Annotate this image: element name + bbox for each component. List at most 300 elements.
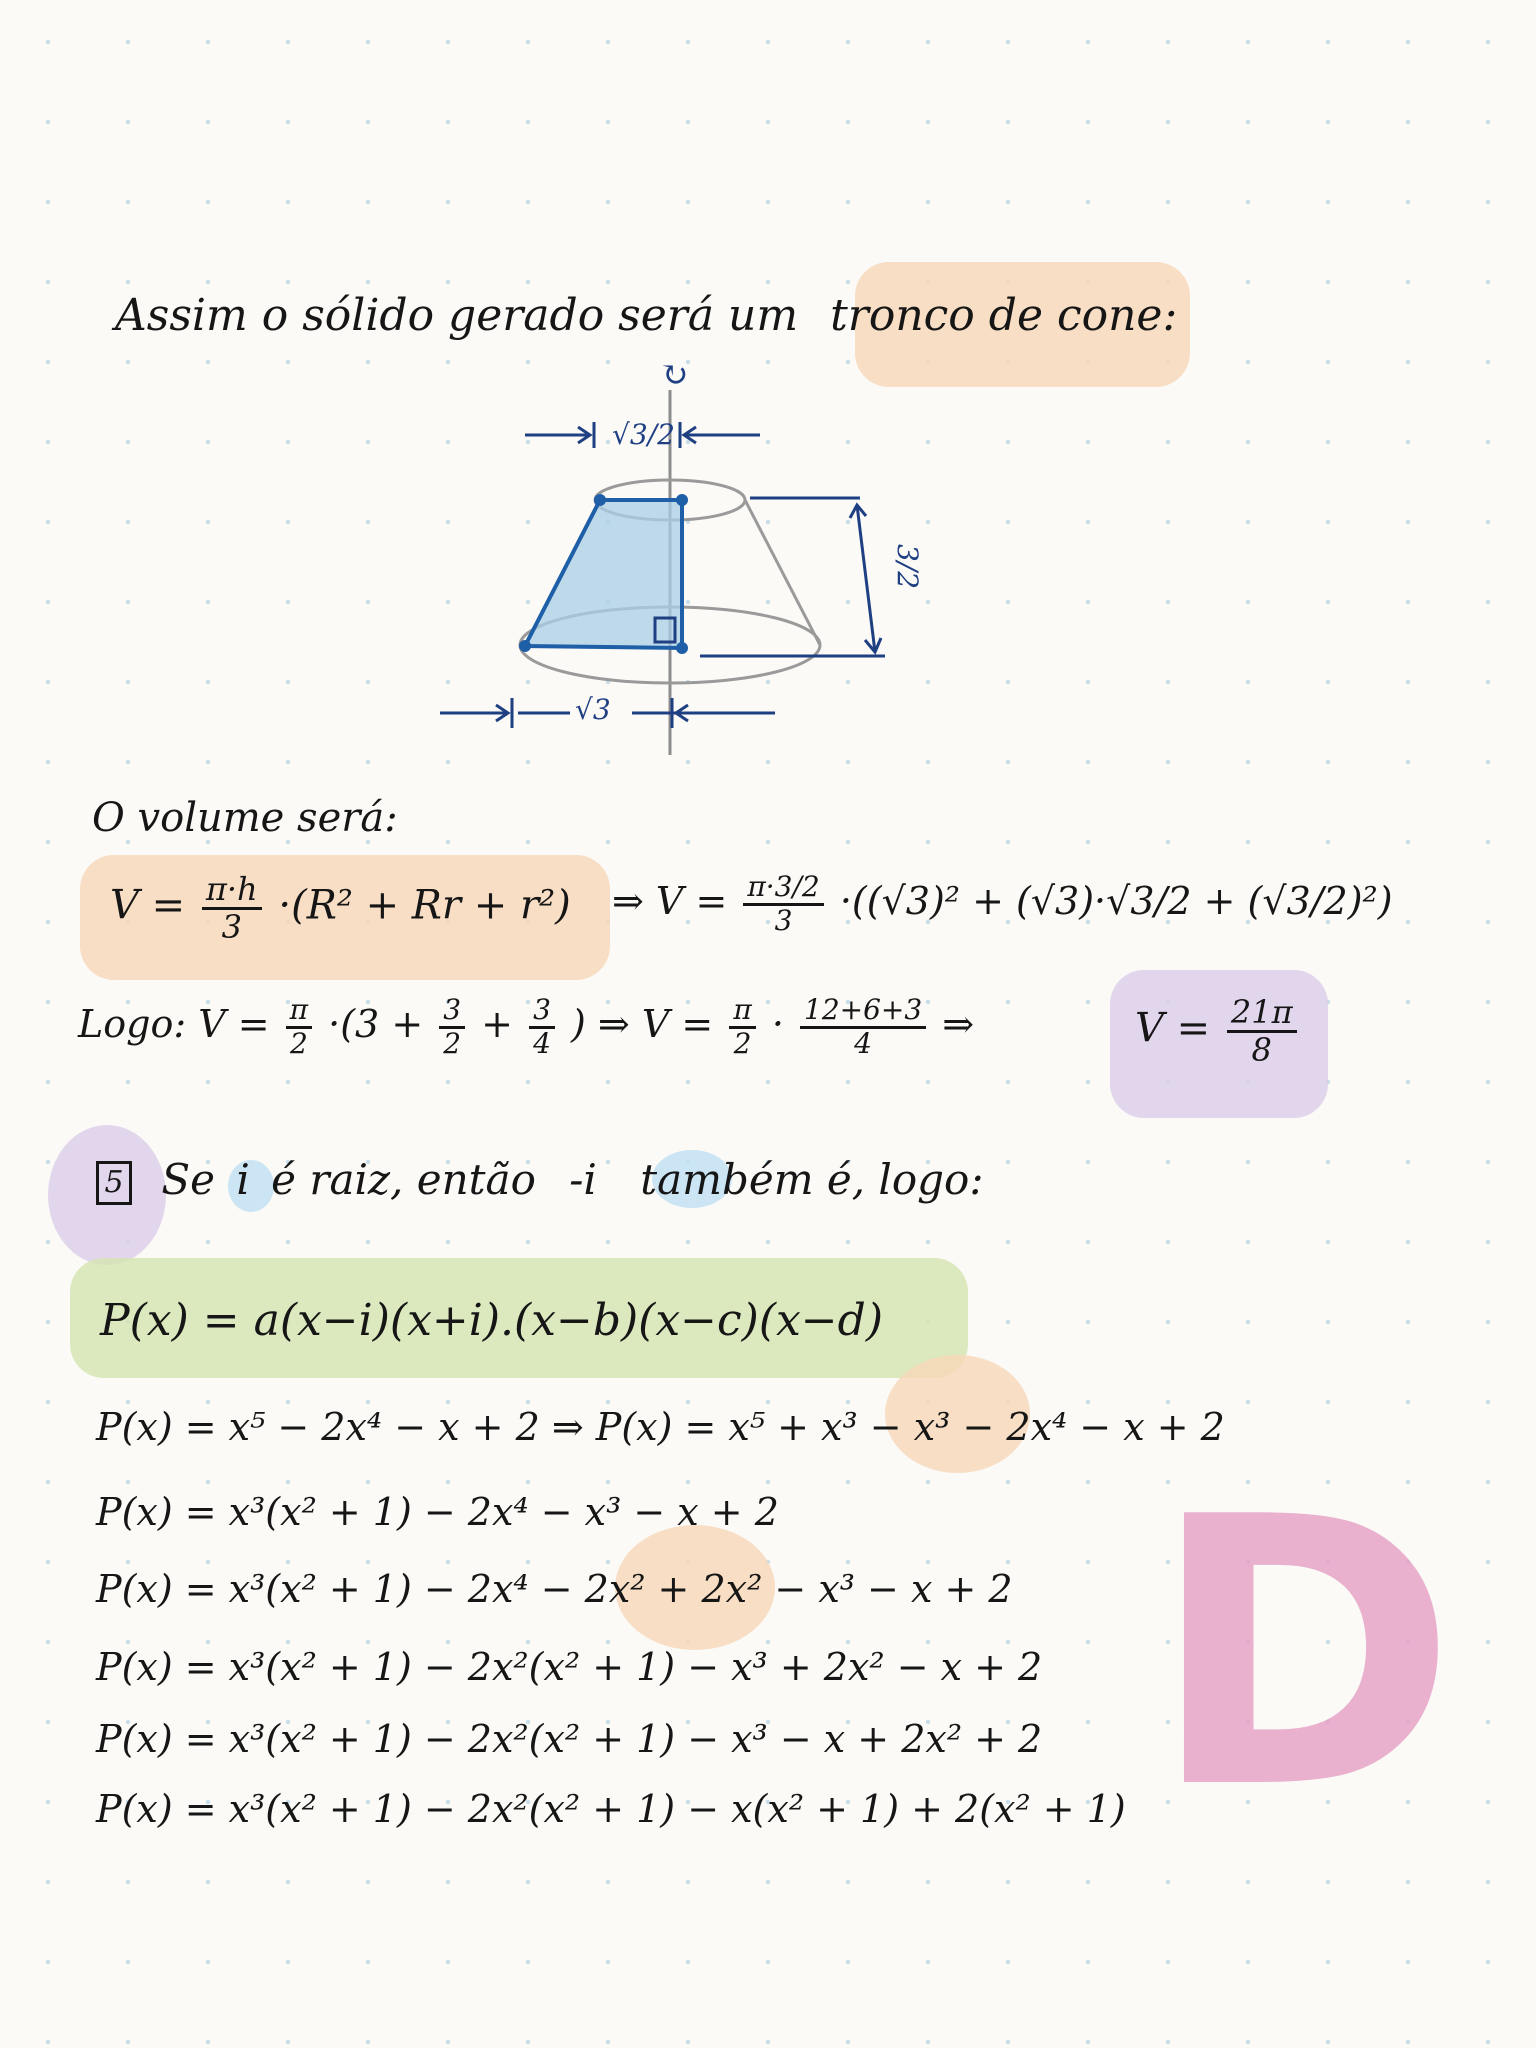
grid-dot	[1246, 1400, 1250, 1404]
grid-dot	[686, 840, 690, 844]
grid-dot	[766, 2040, 770, 2044]
grid-dot	[206, 1880, 210, 1884]
grid-dot	[766, 1080, 770, 1084]
grid-dot	[46, 2040, 50, 2044]
grid-dot	[286, 1400, 290, 1404]
q5-text-3: também é, logo:	[640, 1155, 984, 1204]
grid-dot	[206, 1240, 210, 1244]
formula-rest: ·(R² + Rr + r²)	[278, 882, 571, 929]
logo-close: ) ⇒ V =	[571, 1001, 714, 1046]
grid-dot	[46, 1080, 50, 1084]
grid-dot	[446, 1880, 450, 1884]
grid-dot	[606, 1640, 610, 1644]
grid-dot	[1406, 440, 1410, 444]
grid-dot	[606, 760, 610, 764]
grid-dot	[766, 1640, 770, 1644]
grid-dot	[286, 520, 290, 524]
vertex-bottom-right	[676, 642, 688, 654]
grid-dot	[206, 1960, 210, 1964]
grid-dot	[686, 1480, 690, 1484]
grid-dot	[686, 1960, 690, 1964]
grid-dot	[1486, 1480, 1490, 1484]
grid-dot	[446, 1640, 450, 1644]
grid-dot	[526, 760, 530, 764]
grid-dot	[366, 520, 370, 524]
question-number-box: 5	[96, 1161, 132, 1205]
grid-dot	[126, 280, 130, 284]
grid-dot	[446, 760, 450, 764]
grid-dot	[1246, 360, 1250, 364]
grid-dot	[126, 1880, 130, 1884]
grid-dot	[1406, 40, 1410, 44]
grid-dot	[526, 1960, 530, 1964]
grid-dot	[46, 1640, 50, 1644]
grid-dot	[1246, 40, 1250, 44]
grid-dot	[526, 840, 530, 844]
grid-dot	[846, 1560, 850, 1564]
grid-dot	[1406, 1320, 1410, 1324]
result	[1135, 995, 1301, 1068]
grid-dot	[1486, 1720, 1490, 1724]
grid-dot	[206, 1480, 210, 1484]
grid-dot	[526, 1880, 530, 1884]
grid-dot	[926, 760, 930, 764]
grid-dot	[366, 1640, 370, 1644]
formula-general	[110, 872, 571, 945]
logo-frac-1-num: π	[286, 995, 312, 1029]
logo-frac-5-num: 12+6+3	[800, 995, 926, 1029]
grid-dot	[1326, 1320, 1330, 1324]
grid-dot	[46, 120, 50, 124]
grid-dot	[1166, 120, 1170, 124]
grid-dot	[1166, 760, 1170, 764]
vertex-top-left	[594, 494, 606, 506]
shaded-trapezoid	[525, 500, 682, 648]
grid-dot	[206, 520, 210, 524]
grid-dot	[1326, 680, 1330, 684]
grid-dot	[1086, 1240, 1090, 1244]
grid-dot	[1006, 1240, 1010, 1244]
grid-dot	[1406, 760, 1410, 764]
result-num: 21π	[1227, 995, 1297, 1033]
grid-dot	[1486, 200, 1490, 204]
grid-dot	[286, 360, 290, 364]
grid-dot	[366, 120, 370, 124]
poly-line-4: P(x) = x³(x² + 1) − 2x²(x² + 1) − x³ + 2x² − x + 2	[96, 1645, 1043, 1689]
grid-dot	[846, 1240, 850, 1244]
grid-dot	[686, 1240, 690, 1244]
grid-dot	[606, 2040, 610, 2044]
grid-dot	[126, 680, 130, 684]
grid-dot	[126, 520, 130, 524]
grid-dot	[846, 1640, 850, 1644]
grid-dot	[286, 1640, 290, 1644]
grid-dot	[846, 1960, 850, 1964]
top-radius-label: √3/2	[612, 418, 675, 451]
grid-dot	[1406, 2040, 1410, 2044]
grid-dot	[1086, 1400, 1090, 1404]
grid-dot	[366, 1400, 370, 1404]
grid-dot	[126, 1640, 130, 1644]
grid-dot	[1086, 840, 1090, 844]
grid-dot	[286, 600, 290, 604]
grid-dot	[1326, 1160, 1330, 1164]
logo-part1: ·(3 +	[328, 1001, 424, 1046]
poly-line-1: P(x) = x⁵ − 2x⁴ − x + 2 ⇒ P(x) = x⁵ + x³ − x³ − 2x⁴ − x + 2	[96, 1405, 1225, 1449]
grid-dot	[526, 280, 530, 284]
answer-letter: D	[1150, 1440, 1458, 1870]
grid-dot	[1166, 1240, 1170, 1244]
grid-dot	[206, 1080, 210, 1084]
grid-dot	[926, 1960, 930, 1964]
grid-dot	[206, 40, 210, 44]
grid-dot	[526, 1240, 530, 1244]
formula-num: π·h	[202, 872, 262, 910]
sub-lead: ⇒ V =	[612, 878, 728, 923]
grid-dot	[606, 1080, 610, 1084]
grid-dot	[446, 40, 450, 44]
grid-dot	[1326, 1400, 1330, 1404]
intro-line	[115, 290, 1177, 341]
grid-dot	[1086, 1560, 1090, 1564]
grid-dot	[1086, 600, 1090, 604]
grid-dot	[46, 1320, 50, 1324]
grid-dot	[1326, 1960, 1330, 1964]
grid-dot	[926, 2040, 930, 2044]
grid-dot	[926, 1640, 930, 1644]
grid-dot	[1166, 600, 1170, 604]
grid-dot	[846, 1400, 850, 1404]
grid-dot	[446, 280, 450, 284]
grid-dot	[606, 120, 610, 124]
grid-dot	[1326, 600, 1330, 604]
grid-dot	[1326, 840, 1330, 844]
grid-dot	[686, 40, 690, 44]
grid-dot	[1006, 1080, 1010, 1084]
grid-dot	[446, 1560, 450, 1564]
grid-dot	[846, 280, 850, 284]
grid-dot	[1166, 1320, 1170, 1324]
grid-dot	[1246, 440, 1250, 444]
grid-dot	[46, 1400, 50, 1404]
grid-dot	[1406, 1080, 1410, 1084]
grid-dot	[1166, 1960, 1170, 1964]
grid-dot	[286, 120, 290, 124]
grid-dot	[366, 760, 370, 764]
grid-dot	[926, 120, 930, 124]
grid-dot	[366, 1560, 370, 1564]
grid-dot	[1326, 1880, 1330, 1884]
grid-dot	[206, 440, 210, 444]
grid-dot	[606, 1960, 610, 1964]
poly-line-5: P(x) = x³(x² + 1) − 2x²(x² + 1) − x³ − x + 2x² + 2	[96, 1717, 1043, 1761]
grid-dot	[1406, 600, 1410, 604]
grid-dot	[206, 760, 210, 764]
grid-dot	[766, 200, 770, 204]
grid-dot	[926, 1480, 930, 1484]
grid-dot	[1006, 2040, 1010, 2044]
grid-dot	[526, 1640, 530, 1644]
sub-fraction	[743, 872, 823, 937]
grid-dot	[1246, 680, 1250, 684]
sub-rest: ·((√3)² + (√3)·√3/2 + (√3/2)²)	[839, 878, 1393, 923]
grid-dot	[286, 1960, 290, 1964]
grid-dot	[1086, 520, 1090, 524]
grid-dot	[286, 40, 290, 44]
grid-dot	[446, 1240, 450, 1244]
grid-dot	[286, 1880, 290, 1884]
grid-dot	[46, 600, 50, 604]
poly-factored: P(x) = a(x−i)(x+i).(x−b)(x−c)(x−d)	[100, 1295, 883, 1346]
frustum-right-side	[745, 500, 820, 645]
logo-frac-4	[729, 995, 755, 1060]
grid-dot	[1486, 1160, 1490, 1164]
grid-dot	[846, 40, 850, 44]
grid-dot	[526, 1080, 530, 1084]
grid-dot	[46, 520, 50, 524]
grid-dot	[1406, 840, 1410, 844]
grid-dot	[366, 40, 370, 44]
grid-dot	[1326, 2040, 1330, 2044]
grid-dot	[286, 1480, 290, 1484]
grid-dot	[286, 440, 290, 444]
grid-dot	[1006, 760, 1010, 764]
grid-dot	[1486, 280, 1490, 284]
grid-dot	[1486, 680, 1490, 684]
grid-dot	[46, 1720, 50, 1724]
grid-dot	[1086, 1000, 1090, 1004]
question-5-line	[96, 1155, 983, 1205]
grid-dot	[1406, 920, 1410, 924]
grid-dot	[286, 200, 290, 204]
grid-dot	[1006, 1560, 1010, 1564]
grid-dot	[1166, 2040, 1170, 2044]
grid-dot	[1406, 520, 1410, 524]
grid-dot	[126, 360, 130, 364]
grid-dot	[686, 1880, 690, 1884]
grid-dot	[1246, 520, 1250, 524]
grid-dot	[1246, 1320, 1250, 1324]
grid-dot	[1166, 520, 1170, 524]
grid-dot	[686, 760, 690, 764]
bottom-radius-label: √3	[575, 693, 611, 726]
grid-dot	[1486, 1960, 1490, 1964]
grid-dot	[846, 2040, 850, 2044]
intro-text: Assim o sólido gerado será um	[115, 290, 799, 341]
grid-dot	[1406, 1160, 1410, 1164]
grid-dot	[1246, 1240, 1250, 1244]
grid-dot	[1086, 1960, 1090, 1964]
grid-dot	[126, 1480, 130, 1484]
grid-dot	[286, 1080, 290, 1084]
grid-dot	[1006, 600, 1010, 604]
grid-dot	[526, 200, 530, 204]
logo-frac-3	[529, 995, 555, 1060]
grid-dot	[1486, 840, 1490, 844]
grid-dot	[1486, 1560, 1490, 1564]
grid-dot	[1486, 440, 1490, 444]
grid-dot	[1486, 520, 1490, 524]
grid-dot	[766, 1400, 770, 1404]
grid-dot	[206, 600, 210, 604]
grid-dot	[1006, 840, 1010, 844]
grid-dot	[926, 840, 930, 844]
grid-dot	[126, 1080, 130, 1084]
grid-dot	[686, 1400, 690, 1404]
grid-dot	[1166, 1160, 1170, 1164]
grid-dot	[1246, 120, 1250, 124]
grid-dot	[1486, 1240, 1490, 1244]
grid-dot	[206, 200, 210, 204]
grid-dot	[446, 1480, 450, 1484]
frustum-diagram	[420, 350, 940, 760]
grid-dot	[1486, 40, 1490, 44]
grid-dot	[46, 360, 50, 364]
logo-frac-4-den: 2	[733, 1026, 752, 1060]
grid-dot	[126, 2040, 130, 2044]
grid-dot	[126, 600, 130, 604]
logo-frac-5	[800, 995, 926, 1060]
logo-plus: +	[481, 1001, 514, 1046]
grid-dot	[46, 1240, 50, 1244]
result-lead: V =	[1135, 1005, 1211, 1052]
grid-dot	[1326, 120, 1330, 124]
grid-dot	[1326, 440, 1330, 444]
grid-dot	[1406, 1000, 1410, 1004]
grid-dot	[1326, 280, 1330, 284]
grid-dot	[1406, 1400, 1410, 1404]
grid-dot	[846, 1480, 850, 1484]
grid-dot	[46, 1480, 50, 1484]
grid-dot	[1406, 120, 1410, 124]
grid-dot	[126, 1560, 130, 1564]
grid-dot	[1166, 1400, 1170, 1404]
grid-dot	[366, 1480, 370, 1484]
grid-dot	[46, 280, 50, 284]
formula-fraction	[202, 872, 262, 945]
volume-intro: O volume será:	[92, 795, 398, 841]
grid-dot	[1086, 1480, 1090, 1484]
logo-arrow: ⇒	[942, 1001, 975, 1046]
grid-dot	[1086, 1880, 1090, 1884]
grid-dot	[366, 680, 370, 684]
grid-dot	[1406, 1880, 1410, 1884]
grid-dot	[1086, 1640, 1090, 1644]
grid-dot	[1166, 680, 1170, 684]
grid-dot	[926, 200, 930, 204]
grid-dot	[686, 200, 690, 204]
grid-dot	[46, 1800, 50, 1804]
grid-dot	[926, 40, 930, 44]
grid-dot	[1406, 360, 1410, 364]
grid-dot	[1086, 200, 1090, 204]
formula-substituted	[612, 872, 1393, 937]
grid-dot	[1326, 200, 1330, 204]
grid-dot	[1246, 2040, 1250, 2044]
grid-dot	[1246, 760, 1250, 764]
grid-dot	[526, 1560, 530, 1564]
grid-dot	[446, 120, 450, 124]
grid-dot	[286, 680, 290, 684]
grid-dot	[126, 120, 130, 124]
grid-dot	[1006, 1480, 1010, 1484]
result-fraction	[1227, 995, 1297, 1068]
grid-dot	[1086, 760, 1090, 764]
logo-frac-3-num: 3	[529, 995, 555, 1029]
grid-dot	[366, 1880, 370, 1884]
logo-line	[78, 995, 974, 1060]
grid-dot	[926, 1240, 930, 1244]
grid-dot	[1486, 920, 1490, 924]
logo-frac-5-den: 4	[854, 1026, 872, 1060]
grid-dot	[1486, 2040, 1490, 2044]
grid-dot	[126, 440, 130, 444]
grid-dot	[1086, 440, 1090, 444]
grid-dot	[1086, 1080, 1090, 1084]
grid-dot	[686, 2040, 690, 2044]
grid-dot	[1326, 1240, 1330, 1244]
grid-dot	[1486, 120, 1490, 124]
grid-dot	[766, 1960, 770, 1964]
grid-dot	[1406, 680, 1410, 684]
grid-dot	[46, 1560, 50, 1564]
grid-dot	[1006, 1160, 1010, 1164]
grid-dot	[286, 1240, 290, 1244]
grid-dot	[286, 280, 290, 284]
grid-dot	[446, 1080, 450, 1084]
height-label: 3/2	[891, 543, 925, 590]
grid-dot	[846, 1080, 850, 1084]
logo-frac-3-den: 4	[533, 1026, 551, 1060]
grid-dot	[366, 1240, 370, 1244]
grid-dot	[126, 760, 130, 764]
grid-dot	[1486, 600, 1490, 604]
q5-root-minus-i: -i	[569, 1155, 597, 1204]
grid-dot	[606, 1400, 610, 1404]
grid-dot	[366, 280, 370, 284]
grid-dot	[1086, 2040, 1090, 2044]
grid-dot	[366, 600, 370, 604]
grid-dot	[766, 120, 770, 124]
grid-dot	[606, 1480, 610, 1484]
grid-dot	[46, 1960, 50, 1964]
grid-dot	[46, 1000, 50, 1004]
result-den: 8	[1251, 1031, 1272, 1070]
grid-dot	[686, 280, 690, 284]
grid-dot	[926, 1080, 930, 1084]
grid-dot	[366, 200, 370, 204]
grid-dot	[46, 40, 50, 44]
grid-dot	[206, 1400, 210, 1404]
grid-dot	[526, 40, 530, 44]
grid-dot	[766, 1880, 770, 1884]
grid-dot	[766, 40, 770, 44]
grid-dot	[1006, 1960, 1010, 1964]
grid-dot	[926, 1880, 930, 1884]
grid-dot	[366, 1080, 370, 1084]
poly-line-6: P(x) = x³(x² + 1) − 2x²(x² + 1) − x(x² + 1) + 2(x² + 1)	[96, 1787, 1126, 1831]
grid-dot	[126, 1400, 130, 1404]
grid-dot	[1326, 40, 1330, 44]
grid-dot	[1486, 1400, 1490, 1404]
grid-dot	[46, 1880, 50, 1884]
logo-frac-2	[439, 995, 465, 1060]
grid-dot	[1166, 40, 1170, 44]
q5-text-2: é raiz, então	[271, 1155, 536, 1204]
grid-dot	[126, 200, 130, 204]
grid-dot	[366, 360, 370, 364]
grid-dot	[1246, 200, 1250, 204]
